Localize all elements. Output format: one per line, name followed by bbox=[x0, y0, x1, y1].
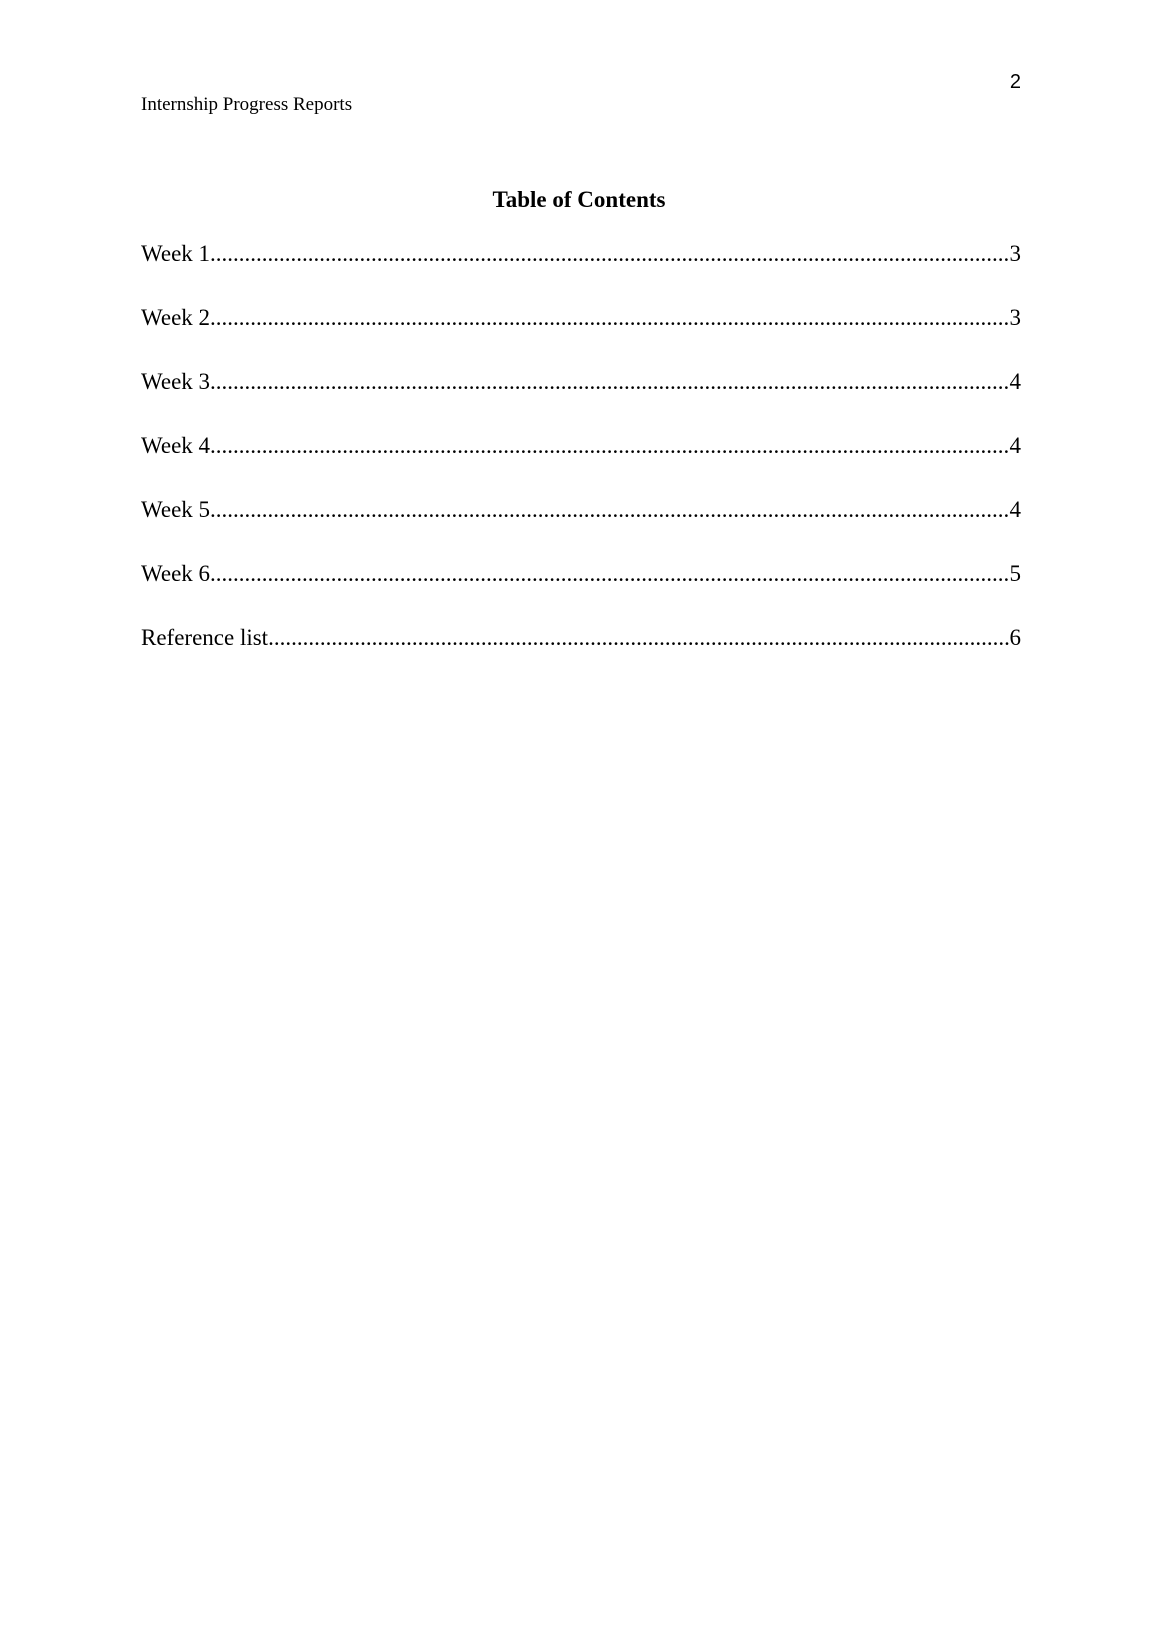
toc-entry-week-3[interactable] bbox=[141, 368, 1021, 432]
toc-entry-label: Week 6 bbox=[141, 561, 211, 586]
toc-title: Table of Contents bbox=[492, 187, 666, 212]
toc-entry-week-5[interactable] bbox=[141, 496, 1021, 560]
toc-dot-leader bbox=[210, 240, 1009, 268]
toc-entry-label: Week 1 bbox=[141, 241, 211, 266]
toc-dot-leader bbox=[268, 624, 1009, 652]
toc-entry-page: 6 bbox=[1009, 625, 1021, 650]
toc-entry-label: Week 2 bbox=[141, 305, 211, 330]
toc-entry-label: Week 5 bbox=[141, 497, 211, 522]
toc-entry-page: 4 bbox=[1009, 369, 1021, 394]
running-head: Internship Progress Reports bbox=[141, 94, 353, 115]
toc-entry-reference-list[interactable] bbox=[141, 624, 1021, 688]
toc-entry-page: 4 bbox=[1009, 497, 1021, 522]
toc-entry-week-2[interactable] bbox=[141, 304, 1021, 368]
toc-entry-label: Reference list bbox=[141, 625, 269, 650]
toc-entry-page: 4 bbox=[1009, 433, 1021, 458]
toc-dot-leader bbox=[210, 560, 1009, 588]
toc-entry-page: 5 bbox=[1009, 561, 1021, 586]
toc-list bbox=[141, 240, 1021, 688]
toc-entry-page: 3 bbox=[1009, 305, 1021, 330]
toc-entry-label: Week 3 bbox=[141, 369, 211, 394]
toc-entry-week-4[interactable] bbox=[141, 432, 1021, 496]
toc-entry-label: Week 4 bbox=[141, 433, 211, 458]
toc-dot-leader bbox=[210, 304, 1009, 332]
toc-entry-page: 3 bbox=[1009, 241, 1021, 266]
toc-dot-leader bbox=[210, 368, 1009, 396]
toc-dot-leader bbox=[210, 496, 1009, 524]
toc-dot-leader bbox=[210, 432, 1009, 460]
toc-entry-week-1[interactable] bbox=[141, 240, 1021, 304]
page-number: 2 bbox=[1009, 71, 1021, 93]
toc-entry-week-6[interactable] bbox=[141, 560, 1021, 624]
